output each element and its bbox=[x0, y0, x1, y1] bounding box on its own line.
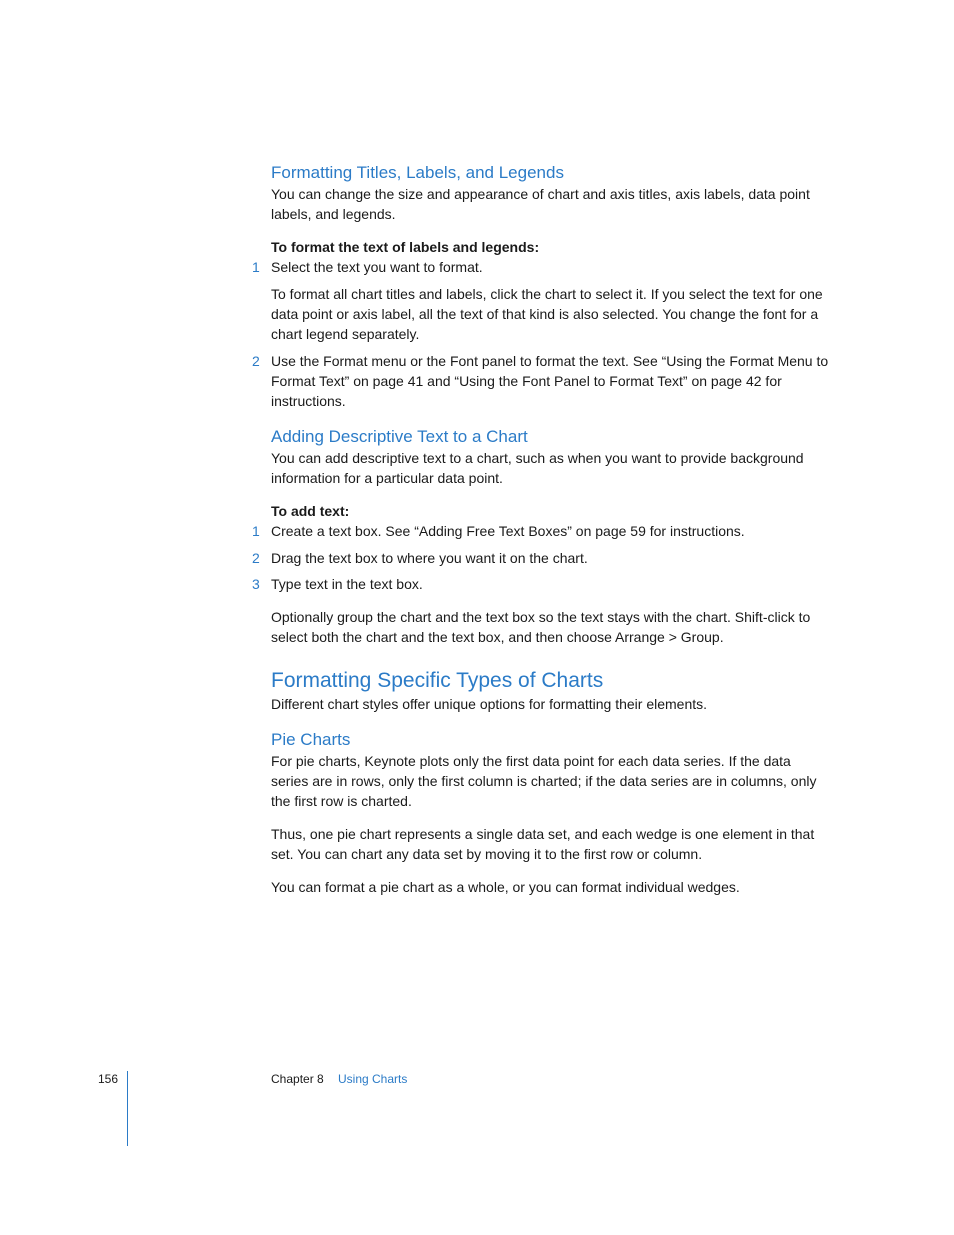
step-note: To format all chart titles and labels, click the chart to select it. If you select the text for one data point or axis label, all the text of that kind is also selected. You change the font for a chart legend separately. bbox=[271, 286, 823, 342]
step-text: Use the Format menu or the Font panel to format the text. See “Using the Format Menu to Format Text” on page 41 and “Using the Font Panel to Format Text” on page 42 for instructions. bbox=[271, 353, 829, 409]
step-number: 3 bbox=[252, 576, 260, 592]
step-text: Drag the text box to where you want it on the chart. bbox=[271, 550, 588, 566]
paragraph: Thus, one pie chart represents a single data set, and each wedge is one element in that set. You can chart any data set by moving it to the first row or column. bbox=[271, 826, 815, 862]
footer-divider bbox=[127, 1071, 128, 1146]
section-intro: Different chart styles offer unique options for formatting their elements. bbox=[271, 696, 708, 712]
section-heading-pie-charts: Pie Charts bbox=[271, 730, 351, 749]
step-item bbox=[252, 521, 831, 541]
step-item bbox=[252, 574, 831, 594]
step-text: Select the text you want to format. bbox=[271, 259, 483, 275]
step-number: 1 bbox=[252, 523, 260, 539]
section-intro: You can add descriptive text to a chart, such as when you want to provide background information for a particular data point. bbox=[271, 450, 804, 486]
step-text: Type text in the text box. bbox=[271, 576, 423, 592]
section-note: Optionally group the chart and the text box so the text stays with the chart. Shift-click to select both the chart and the text box, and then choose Arrange > Group. bbox=[271, 609, 811, 645]
section-heading-formatting-titles: Formatting Titles, Labels, and Legends bbox=[271, 163, 564, 182]
paragraph: For pie charts, Keynote plots only the first data point for each data series. If the data series are in rows, only the first column is charted; if the data series are in columns, only the first row is charted. bbox=[271, 753, 817, 809]
paragraph: You can format a pie chart as a whole, or you can format individual wedges. bbox=[271, 879, 740, 895]
step-number: 1 bbox=[252, 259, 260, 275]
chapter-title-link[interactable]: Using Charts bbox=[338, 1072, 408, 1086]
page-content bbox=[252, 162, 831, 897]
page-number: 156 bbox=[98, 1072, 119, 1086]
task-lead: To add text: bbox=[271, 503, 350, 519]
step-item bbox=[252, 548, 831, 568]
section-intro: You can change the size and appearance of chart and axis titles, axis labels, data point labels, and legends. bbox=[271, 186, 810, 222]
step-item bbox=[252, 257, 831, 277]
task-lead: To format the text of labels and legends: bbox=[271, 239, 540, 255]
chapter-label: Chapter 8 bbox=[271, 1072, 324, 1086]
step-number: 2 bbox=[252, 353, 260, 369]
step-number: 2 bbox=[252, 550, 260, 566]
section-heading-adding-descriptive-text: Adding Descriptive Text to a Chart bbox=[271, 427, 528, 446]
chapter-section-heading: Formatting Specific Types of Charts bbox=[271, 669, 604, 692]
step-text: Create a text box. See “Adding Free Text Boxes” on page 59 for instructions. bbox=[271, 523, 745, 539]
step-item bbox=[252, 351, 831, 411]
